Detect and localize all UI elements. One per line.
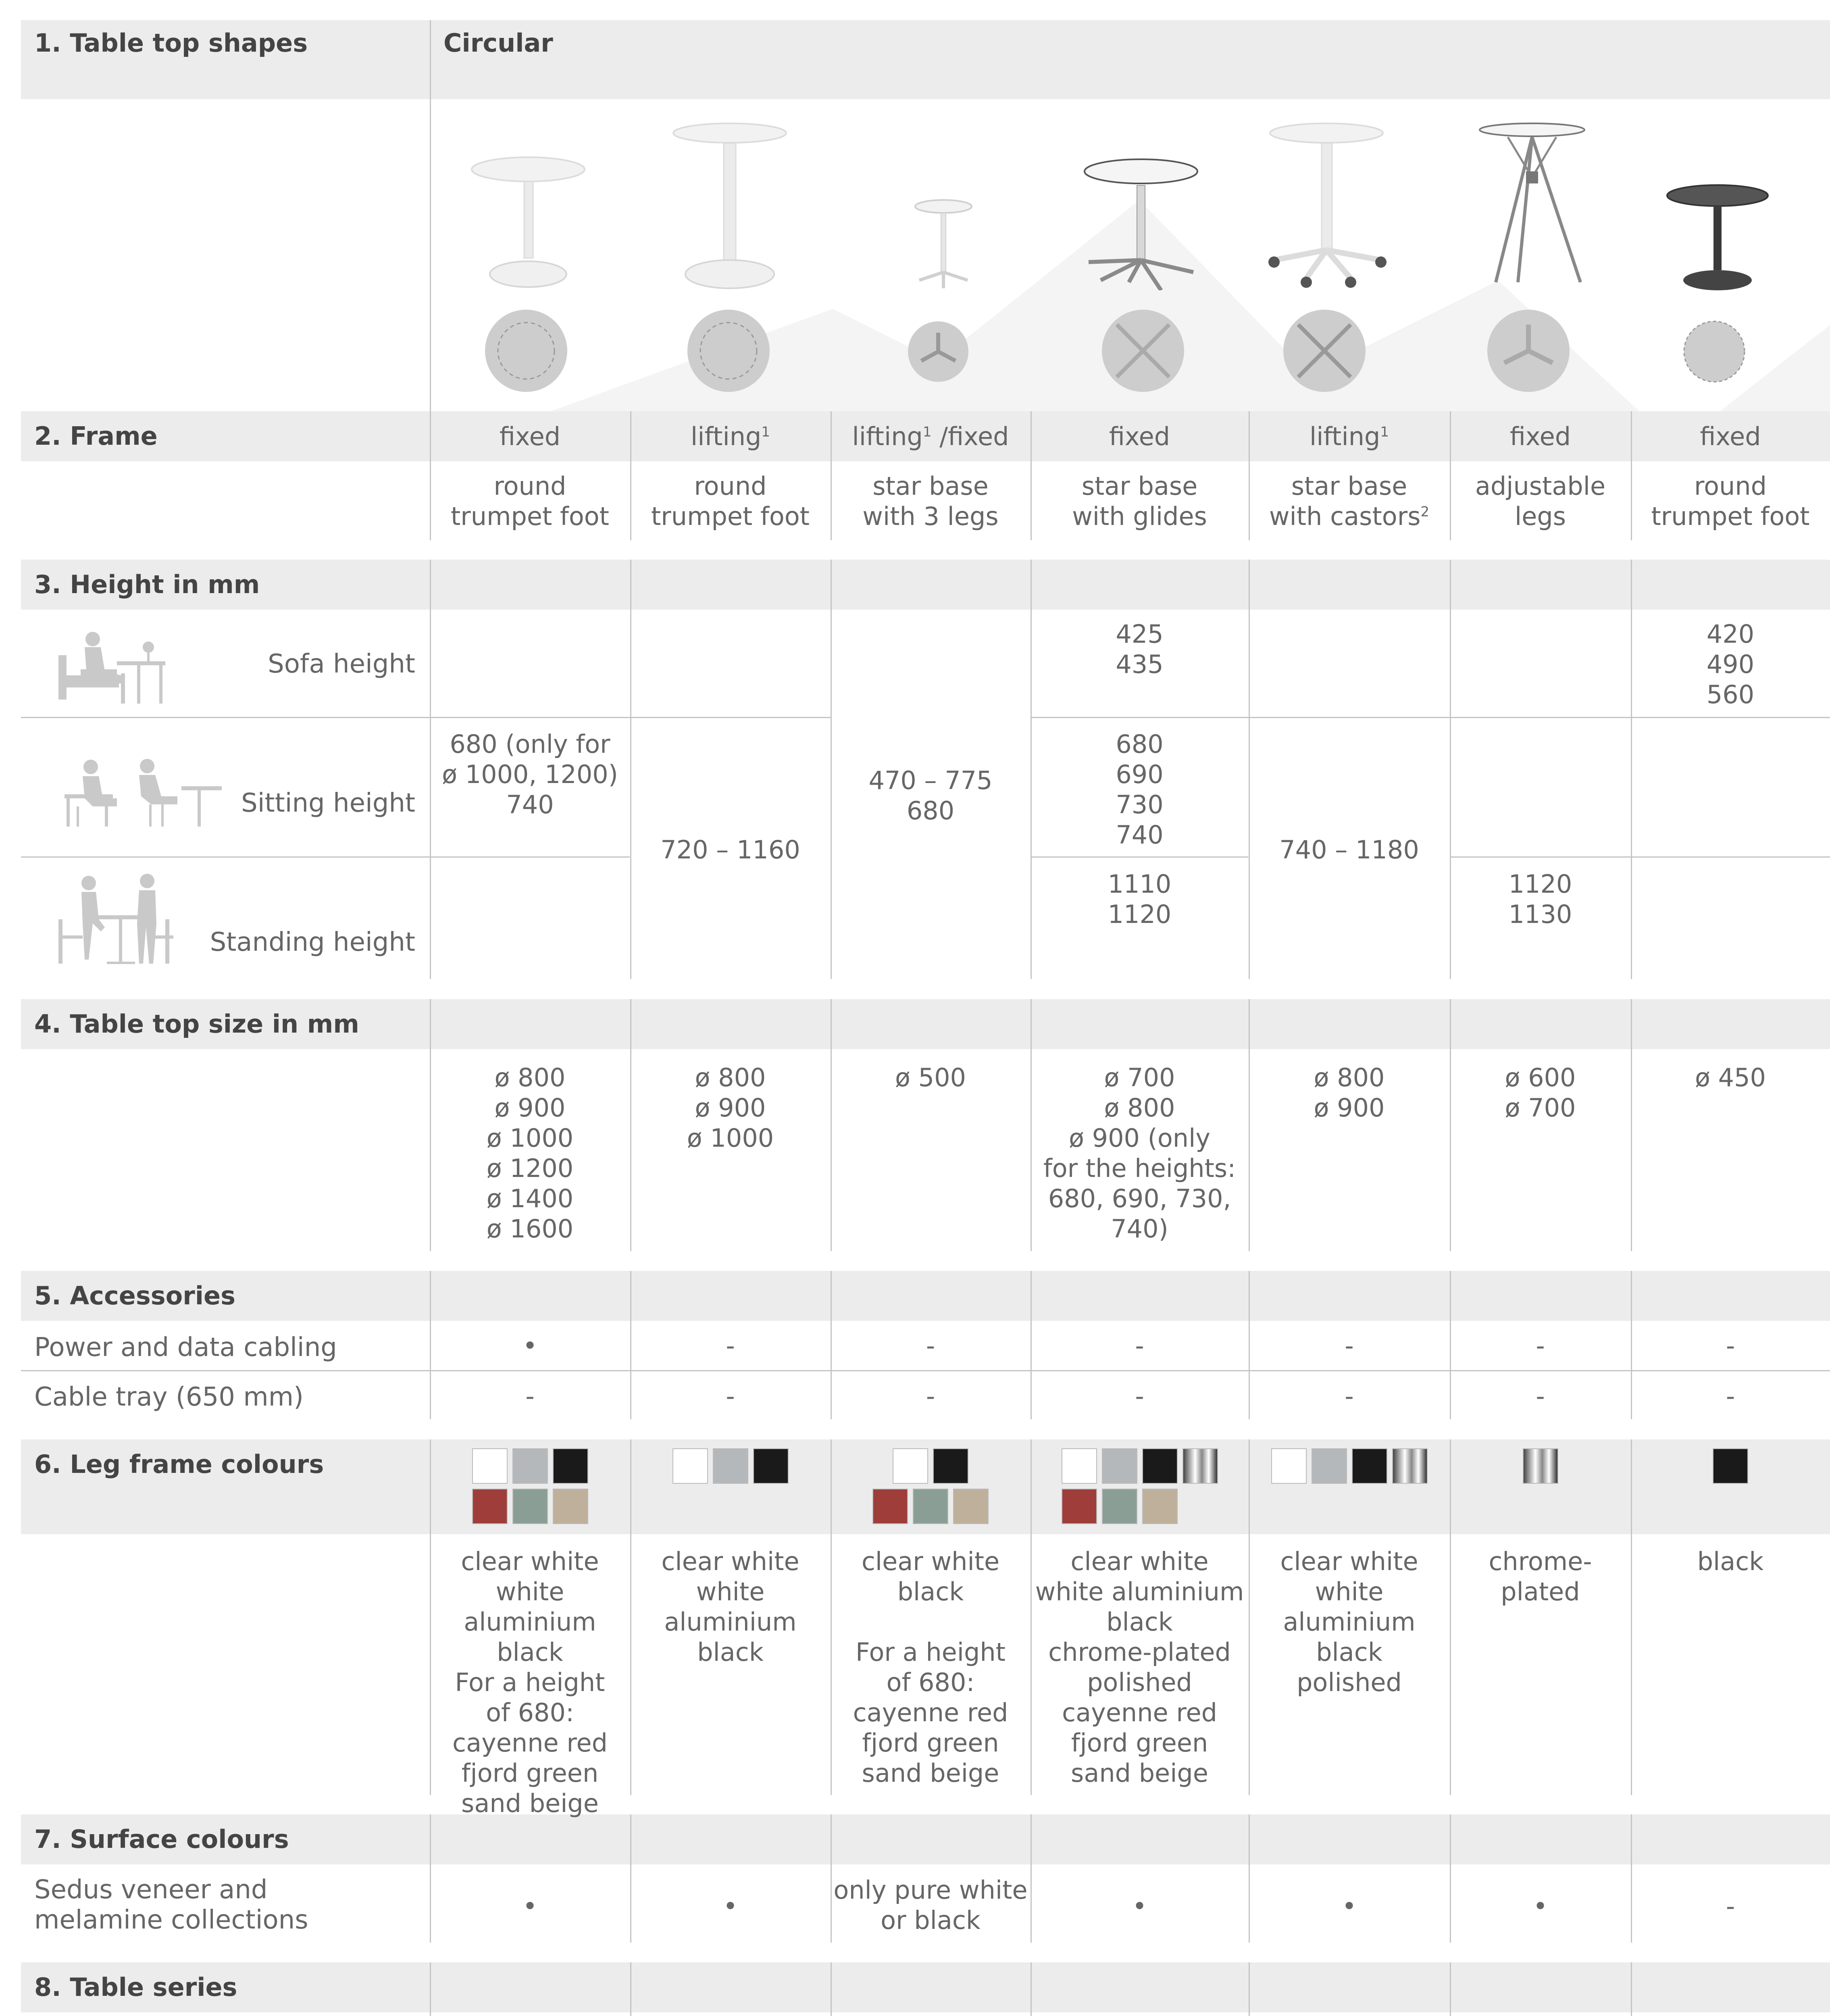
grid-v-col [1249, 1962, 1250, 2016]
table-trumpet-black-icon [1661, 181, 1774, 294]
leg-colour-text-cell: black [1697, 1547, 1764, 1576]
grid-v-col [1249, 1814, 1250, 1943]
surface-colour-cell: only pure white or black [833, 1875, 1028, 1935]
grid-v-col [630, 1814, 631, 1943]
grid-v-label-7 [430, 1962, 431, 2016]
colour-swatch [1392, 1448, 1428, 1484]
colour-swatch [512, 1448, 548, 1484]
frame-base-cell: star base with castors$^2$ [1269, 471, 1430, 531]
colour-swatch [713, 1448, 748, 1484]
cable-tray-cell: - [1726, 1381, 1735, 1411]
grid-v-col [630, 560, 631, 979]
frame-type-cell: fixed [499, 422, 561, 451]
footprint-circle-icon [484, 308, 568, 393]
heading-accessories: 5. Accessories [34, 1281, 235, 1310]
frame-type-cell: fixed [1509, 422, 1571, 451]
footprint-trumpet-lifting-icon [686, 308, 771, 393]
height-c4-sitting: 680 690 730 740 [1116, 729, 1164, 850]
colour-swatch [1312, 1448, 1347, 1484]
section-band-5 [21, 1271, 1830, 1321]
colour-swatch [472, 1489, 508, 1524]
frame-type-cell: lifting$^1$ /fixed [852, 422, 1009, 451]
section-band-3 [21, 560, 1830, 610]
height-c7-sofa: 420 490 560 [1706, 619, 1755, 709]
colour-swatch [553, 1489, 588, 1524]
sitting-people-icon [60, 758, 222, 827]
colour-swatch [1142, 1448, 1178, 1484]
table-top-size-cell: ø 800 ø 900 ø 1000 ø 1200 ø 1400 ø 1600 [486, 1063, 574, 1243]
grid-v-col [831, 1962, 832, 2016]
table-star-castors-icon [1266, 121, 1387, 290]
heading-frame: 2. Frame [34, 421, 158, 451]
table-adjustable-legs-icon [1476, 121, 1588, 290]
colour-swatch [1102, 1448, 1137, 1484]
colour-swatch [1523, 1448, 1558, 1484]
colour-swatch [753, 1448, 789, 1484]
standing-people-icon [56, 871, 177, 968]
grid-v-col [1031, 1814, 1032, 1943]
heading-circular: Circular [443, 28, 553, 58]
power-cabling-cell: - [1345, 1331, 1354, 1360]
table-top-size-cell: ø 700 ø 800 ø 900 (only for the heights: 680, 690, 730, 740) [1043, 1063, 1236, 1243]
row-label-power: Power and data cabling [34, 1333, 337, 1362]
section-band-8 [21, 1962, 1830, 2012]
grid-v-col [1249, 560, 1250, 979]
height-c4-standing: 1110 1120 [1108, 869, 1172, 929]
height-c4-sofa: 425 435 [1116, 619, 1164, 679]
frame-base-cell: round trumpet foot [651, 471, 810, 531]
power-cabling-cell: • [523, 1331, 537, 1360]
heading-table-top-size: 4. Table top size in mm [34, 1009, 359, 1039]
cable-tray-cell: - [1135, 1381, 1144, 1411]
power-cabling-cell: - [1536, 1331, 1545, 1360]
grid-v-col [1631, 1439, 1632, 1795]
frame-base-cell: round trumpet foot [450, 471, 609, 531]
row-label-sofa: Sofa height [268, 649, 415, 679]
grid-h-sitting-end-c [1450, 856, 1830, 858]
grid-v-col [1450, 1439, 1451, 1795]
height-c3: 470 – 775 680 [868, 766, 993, 825]
frame-base-cell: star base with 3 legs [862, 471, 999, 531]
height-c6-standing: 1120 1130 [1508, 869, 1572, 929]
colour-swatch [953, 1489, 989, 1524]
footprint-star-glides-icon [1101, 308, 1185, 393]
frame-type-cell: lifting$^1$ [690, 422, 770, 451]
section-band-7 [21, 1814, 1830, 1864]
grid-h-sitting-end [21, 856, 630, 858]
surface-colour-cell: • [723, 1891, 738, 1921]
heading-leg-frame-colours: 6. Leg frame colours [34, 1450, 324, 1479]
table-top-size-cell: ø 800 ø 900 [1314, 1063, 1385, 1123]
heading-surface-colours: 7. Surface colours [34, 1824, 289, 1854]
colour-swatch [672, 1448, 708, 1484]
heading-table-series: 8. Table series [34, 1972, 237, 2002]
cable-tray-cell: - [1345, 1381, 1354, 1411]
grid-h-power-end [21, 1370, 1830, 1371]
grid-v-col [831, 999, 832, 1251]
grid-v-col [1631, 1814, 1632, 1943]
table-top-size-cell: ø 500 [895, 1063, 966, 1092]
grid-v-label [430, 20, 431, 540]
heading-table-top-shapes: 1. Table top shapes [34, 28, 308, 58]
surface-colour-cell: • [1533, 1891, 1548, 1921]
grid-v-col [1249, 999, 1250, 1251]
grid-v-col [1450, 999, 1451, 1251]
row-label-cable: Cable tray (650 mm) [34, 1382, 304, 1412]
cable-tray-cell: - [525, 1381, 535, 1411]
colour-swatch [1713, 1448, 1748, 1484]
grid-v-col [630, 1962, 631, 2016]
footprint-adjustable-icon [1486, 308, 1571, 393]
colour-swatch [1271, 1448, 1307, 1484]
table-top-size-cell: ø 450 [1695, 1063, 1766, 1092]
frame-base-cell: star base with glides [1072, 471, 1207, 531]
grid-v-col [1450, 1814, 1451, 1943]
grid-v-col [1631, 1962, 1632, 2016]
power-cabling-cell: - [926, 1331, 935, 1360]
leg-colour-text-cell: clear white white aluminium black For a height of 680: cayenne red fjord green sand beige [452, 1547, 608, 1818]
height-c2: 720 – 1160 [660, 835, 800, 864]
surface-colour-cell: • [523, 1891, 537, 1921]
footprint-3legs-icon [907, 321, 970, 383]
power-cabling-cell: - [1135, 1331, 1144, 1360]
table-top-size-cell: ø 600 ø 700 [1505, 1063, 1576, 1123]
frame-base-cell: round trumpet foot [1651, 471, 1810, 531]
colour-swatch [1102, 1489, 1137, 1524]
surface-colour-cell: - [1726, 1891, 1735, 1921]
power-cabling-cell: - [1726, 1331, 1735, 1360]
table-top-size-cell: ø 800 ø 900 ø 1000 [687, 1063, 774, 1153]
table-star-glides-icon [1081, 157, 1201, 290]
leg-colour-text-cell: clear white black For a height of 680: cayenne red fjord green sand beige [853, 1547, 1008, 1788]
footprint-black-icon [1683, 321, 1746, 383]
colour-swatch [893, 1448, 928, 1484]
colour-swatch [472, 1448, 508, 1484]
grid-h-sofa-end [21, 717, 831, 718]
colour-swatch [1062, 1448, 1097, 1484]
grid-h-sofa-end-b [1031, 717, 1830, 718]
grid-v-col [1031, 1962, 1032, 2016]
height-c1-sitting: 680 (only for ø 1000, 1200) 740 [442, 729, 618, 819]
colour-swatch [933, 1448, 968, 1484]
grid-v-label-6 [430, 1814, 431, 1943]
sofa-people-icon [56, 631, 169, 704]
surface-colour-cell: • [1132, 1891, 1147, 1921]
cable-tray-cell: - [726, 1381, 735, 1411]
cable-tray-cell: - [1536, 1381, 1545, 1411]
frame-base-cell: adjustable legs [1475, 471, 1606, 531]
table-star-3legs-icon [911, 198, 976, 290]
row-label-standing: Standing height [210, 927, 415, 957]
leg-colour-text-cell: clear white white aluminium black chrome-plated polished cayenne red fjord green sand beige [1035, 1547, 1244, 1788]
colour-swatch [913, 1489, 948, 1524]
colour-swatch [872, 1489, 908, 1524]
frame-type-cell: lifting$^1$ [1309, 422, 1389, 451]
surface-colour-cell: • [1342, 1891, 1357, 1921]
grid-h-sitting-end-b [1031, 856, 1248, 858]
heading-height: 3. Height in mm [34, 570, 260, 599]
row-label-sitting: Sitting height [241, 788, 415, 818]
leg-colour-text-cell: clear white white aluminium black polished [1280, 1547, 1418, 1697]
height-c5: 740 – 1180 [1279, 835, 1419, 864]
colour-swatch [1352, 1448, 1387, 1484]
colour-swatch [553, 1448, 588, 1484]
grid-v-col [1631, 999, 1632, 1251]
colour-swatch [1062, 1489, 1097, 1524]
colour-swatch [1183, 1448, 1218, 1484]
leg-colour-text-cell: chrome- plated [1489, 1547, 1592, 1606]
row-label-surface: Sedus veneer and melamine collections [34, 1875, 308, 1935]
footprint-star-castors-icon [1282, 308, 1367, 393]
table-trumpet-lifting-icon [669, 121, 790, 290]
frame-type-cell: fixed [1109, 422, 1170, 451]
frame-type-cell: fixed [1700, 422, 1761, 451]
colour-swatch [512, 1489, 548, 1524]
power-cabling-cell: - [726, 1331, 735, 1360]
grid-v-col [1450, 1962, 1451, 2016]
table-trumpet-icon [464, 153, 593, 290]
cable-tray-cell: - [926, 1381, 935, 1411]
leg-colour-text-cell: clear white white aluminium black [661, 1547, 799, 1667]
colour-swatch [1142, 1489, 1178, 1524]
